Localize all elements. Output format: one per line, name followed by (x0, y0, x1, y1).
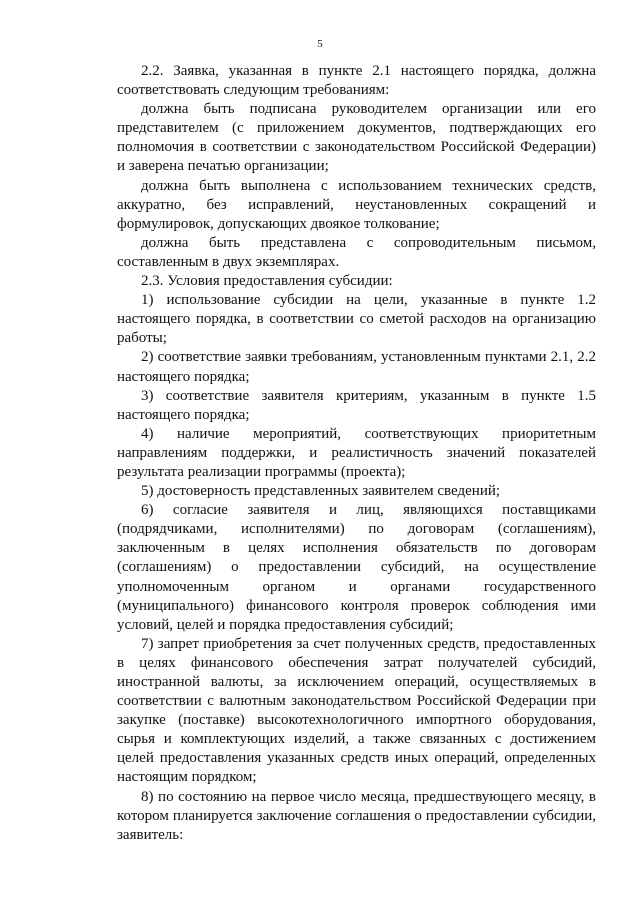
document-body (117, 62, 596, 845)
condition-7: 7) запрет приобретения за счет полученных средств, предоставленных в целях финансового обеспечения затрат получателей субсидий, иностранной валюты, за исключением операций, осуществляемых в соответствии с валютным законодательством Российской Федерации при закупке (поставке) высокотехнологичного импортного оборудования, сырья и комплектующих изделий, а также связанных с достижением целей предоставления указанных средств иных операций, определенных настоящим порядком; (117, 635, 596, 786)
condition-2: 2) соответствие заявки требованиям, установленным пунктами 2.1, 2.2 настоящего порядка; (117, 349, 596, 385)
condition-5: 5) достоверность представленных заявителем сведений; (141, 483, 501, 500)
page-number: 5 (317, 38, 323, 50)
condition-8: 8) по состоянию на первое число месяца, предшествующего месяцу, в котором планируется заключение соглашения о предоставлении субсидии, заявитель: (117, 788, 596, 843)
requirement-signed: должна быть подписана руководителем организации или его представителем (с приложением документов, подтверждающих его полномочия в соответствии с законодательством Российской Федерации) и заверена печатью организации; (117, 101, 596, 175)
condition-3: 3) соответствие заявителя критериям, указанным в пункте 1.5 настоящего порядка; (117, 387, 596, 423)
condition-4: 4) наличие мероприятий, соответствующих приоритетным направлениям поддержки, и реалистичность значений показателей результата реализации программы (проекта); (117, 425, 596, 480)
requirement-cover-letter: должна быть представлена с сопроводительным письмом, составленным в двух экземплярах. (117, 234, 596, 270)
condition-1: 1) использование субсидии на цели, указанные в пункте 1.2 настоящего порядка, в соответствии со сметой расходов на организацию работы; (117, 292, 596, 347)
paragraph-2-3: 2.3. Условия предоставления субсидии: (141, 273, 393, 290)
condition-6: 6) согласие заявителя и лиц, являющихся поставщиками (подрядчиками, исполнителями) по договорам (соглашениям), заключенным в целях исполнения обязательств по договорам (соглашениям) о предоставлении субсидий, на осуществление уполномоченным органом и органами государственного (муниципального) финансового контроля проверок соблюдения ими условий, целей и порядка предоставления субсидий; (117, 502, 596, 633)
paragraph-2-2: 2.2. Заявка, указанная в пункте 2.1 настоящего порядка, должна соответствовать следующим требованиям: (117, 63, 596, 99)
requirement-technical-means: должна быть выполнена с использованием технических средств, аккуратно, без исправлений, неустановленных сокращений и формулировок, допускающих двоякое толкование; (117, 177, 596, 232)
